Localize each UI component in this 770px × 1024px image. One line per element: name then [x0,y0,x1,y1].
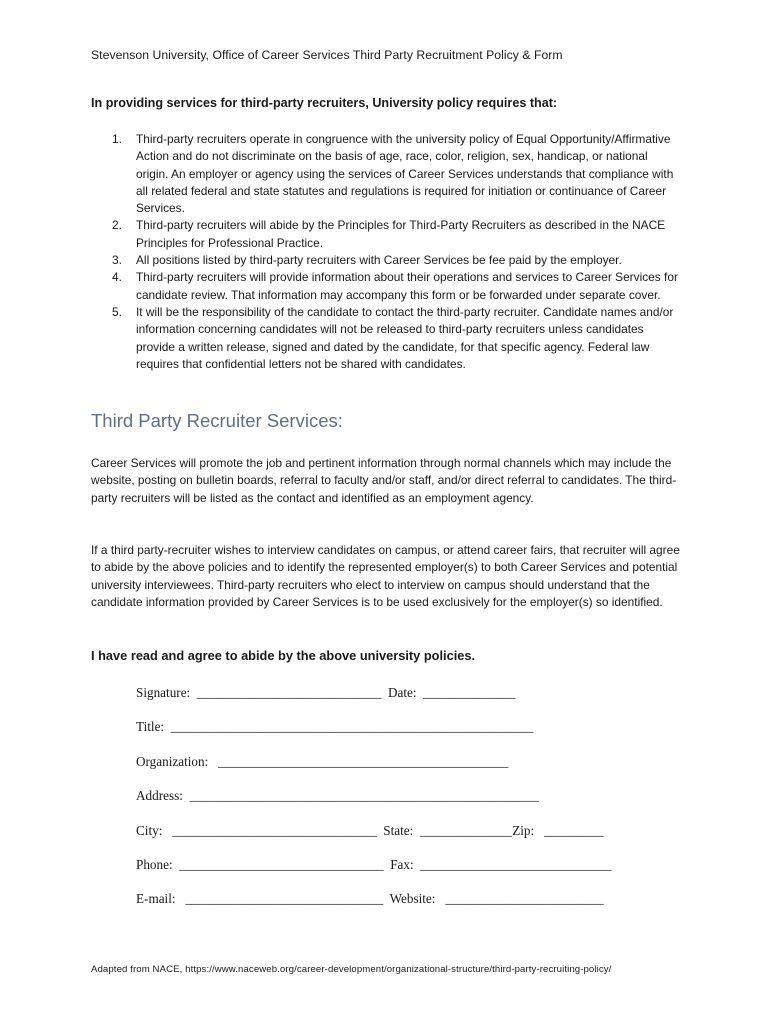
title-row[interactable]: Title: _______________________________________________________ [136,719,534,734]
address-row[interactable]: Address: _____________________________________________________ [136,788,539,803]
policy-intro-heading: In providing services for third-party recruiters, University policy requires that: [91,96,558,110]
policy-item [112,217,682,252]
policy-item [112,269,682,304]
phone-fax-row[interactable]: Phone: _______________________________ Fax: _____________________________ [136,857,612,872]
email-website-row[interactable]: E-mail: ______________________________ Website: ________________________ [136,891,604,906]
policy-text: Third-party recruiters operate in congruence with the university policy of Equal Opportunity/Affirmative Action and do not discriminate on the basis of age, race, color, religion, sex, handicap, or national origin. An employer or agency using the services of Career Services understands that compliance with all related federal and state statutes and regulations is required for initiation or continuance of Career Services. [136,132,674,216]
source-footer: Adapted from NACE, https://www.naceweb.org/career-development/organizational-structure/third-party-recruiting-policy/ [91,964,612,975]
promotion-paragraph: Career Services will promote the job and pertinent information through normal channels which may include the website, posting on bulletin boards, referral to faculty and/or staff, and/or direct referral to candidates. The third-party recruiters will be listed as the contact and identified as an employment agency. [91,456,677,505]
policy-number: 3. [112,253,122,268]
document-header: Stevenson University, Office of Career Services Third Party Recruitment Policy & Form [91,48,563,62]
policy-list [112,131,682,373]
policy-text: It will be the responsibility of the candidate to contact the third-party recruiter. Candidate names and/or information concerning candidates will not be released to third-party recruiters unless candidates provide a written release, signed and dated by the candidate, for that specific agency. Federal law requires that confidential letters not be shared with candidates. [136,304,674,371]
policy-item [112,131,682,217]
policy-item [112,252,682,269]
policy-text: All positions listed by third-party recruiters with Career Services be fee paid by the employer. [136,253,622,268]
policy-text: Third-party recruiters will abide by the Principles for Third-Party Recruiters as described in the NACE Principles for Professional Practice. [136,218,666,250]
signature-date-row[interactable]: Signature: ____________________________ Date: ______________ [136,685,516,700]
policy-number: 4. [112,270,122,285]
organization-row[interactable]: Organization: ____________________________________________ [136,754,509,769]
city-state-zip-row[interactable]: City: _______________________________ State: ______________Zip: _________ [136,823,604,838]
policy-item [112,304,682,373]
policy-number: 1. [112,132,122,146]
agreement-statement: I have read and agree to abide by the above university policies. [91,648,476,663]
policy-text: Third-party recruiters will provide information about their operations and services to Career Services for candidate review. That information may accompany this form or be forwarded under separate cover. [136,270,678,302]
section-title: Third Party Recruiter Services: [91,410,343,431]
policy-number: 5. [112,304,122,319]
policy-number: 2. [112,218,122,233]
interview-paragraph: If a third party-recruiter wishes to interview candidates on campus, or attend career fairs, that recruiter will agree to abide by the above policies and to identify the represented employer(s) to both Career Services and potential university interviewees. Third-party recruiters who elect to interview on campus should understand that the candidate information provided by Career Services is to be used exclusively for the employer(s) so identified. [91,543,680,609]
